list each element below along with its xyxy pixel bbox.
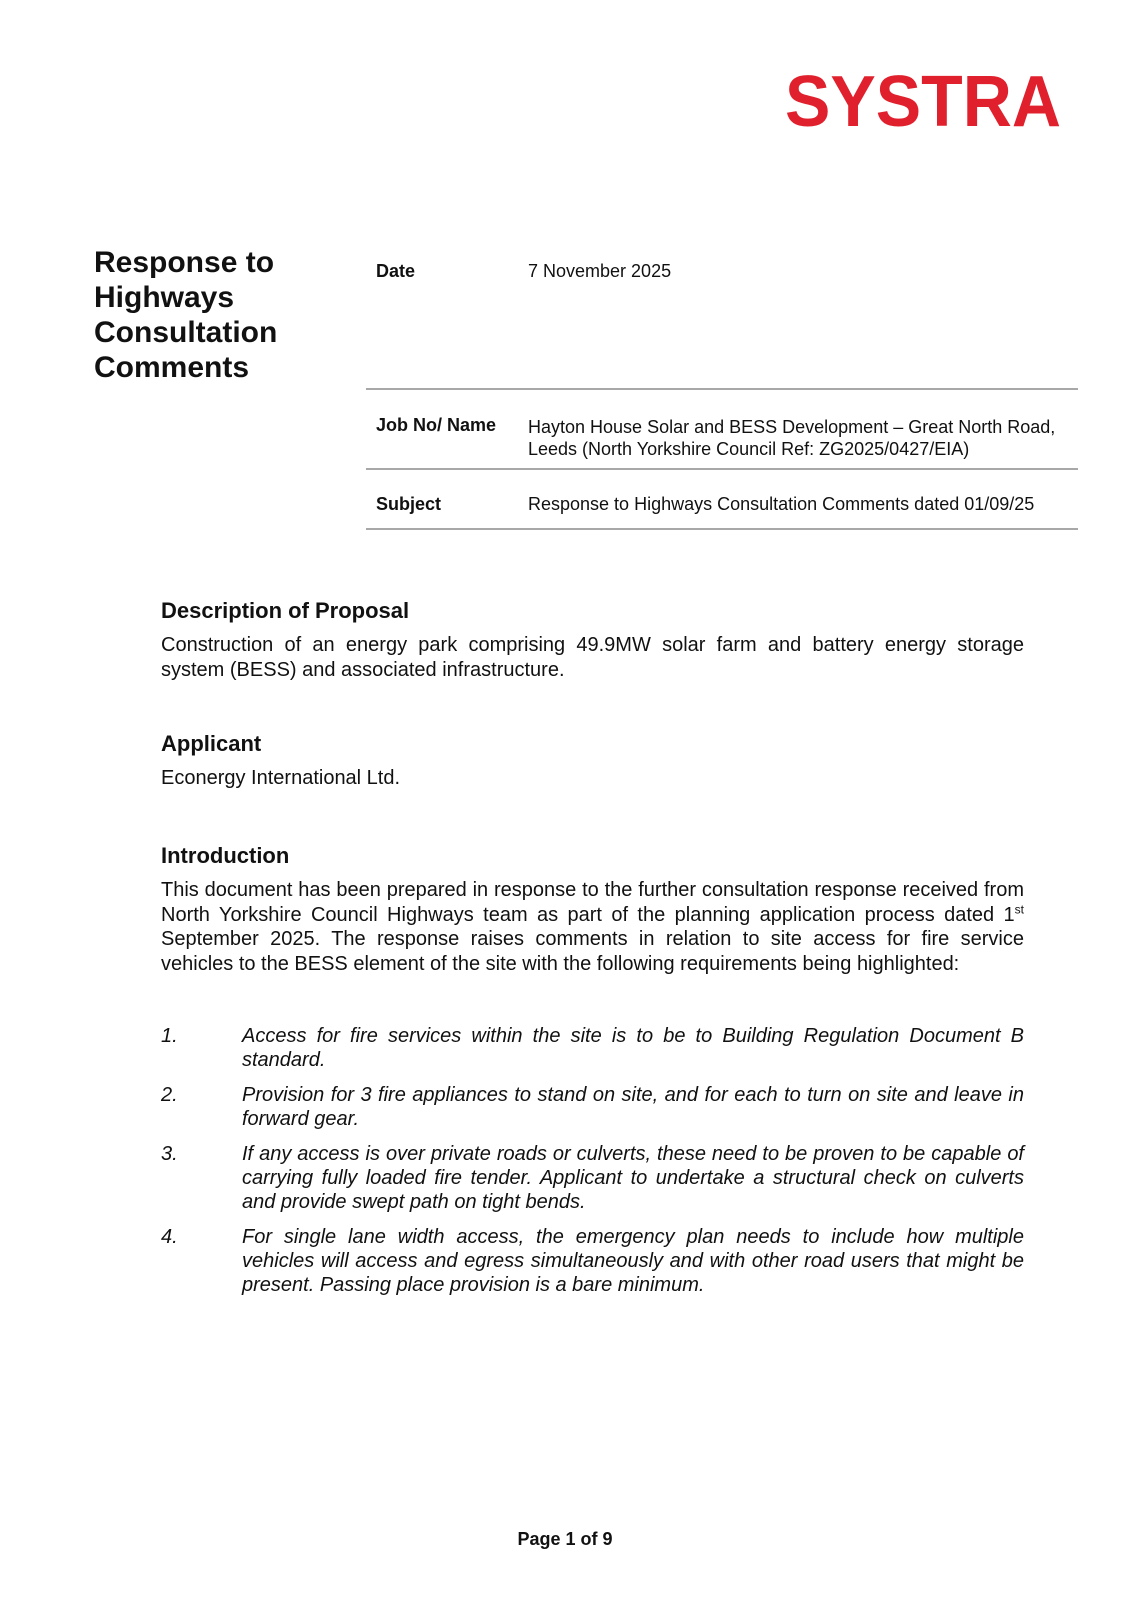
meta-row-subject: [366, 470, 1078, 530]
introduction-heading: Introduction: [161, 843, 290, 868]
introduction-text-superscript: st: [1014, 901, 1024, 916]
proposal-heading: Description of Proposal: [161, 598, 410, 623]
applicant-text: Econergy International Ltd.: [161, 767, 401, 789]
page-number: Page 1 of 9: [517, 1529, 613, 1549]
date-value: 7 November 2025: [528, 261, 672, 281]
proposal-text: Construction of an energy park comprising 49.9MW solar farm and battery energy storage system (BESS) and associated infrastructure.: [161, 634, 1024, 681]
list-item-number: 1.: [161, 1025, 178, 1047]
document-title: Response to Highways Consultation Comments: [94, 246, 278, 384]
list-item-number: 4.: [161, 1226, 178, 1248]
requirements-list: [161, 1024, 1024, 1308]
list-item-text: If any access is over private roads or culverts, these need to be proven to be capable of carrying fully loaded fire tender. Applicant to undertake a structural check on culverts and provide swept path on tight bends.: [242, 1143, 1024, 1213]
introduction-text: [161, 878, 1024, 976]
section-introduction: [161, 843, 1024, 976]
list-item-text: Provision for 3 fire appliances to stand on site, and for each to turn on site and leave in forward gear.: [242, 1084, 1024, 1130]
list-item-text: For single lane width access, the emergency plan needs to include how multiple vehicles will access and egress simultaneously and with other road users that might be present. Passing place provision is a bare minimum.: [242, 1226, 1024, 1296]
list-item: [161, 1024, 1024, 1072]
systra-logo: [783, 68, 1063, 134]
list-item: [161, 1142, 1024, 1214]
list-item: [161, 1083, 1024, 1131]
introduction-text-part-2: September 2025. The response raises comments in relation to site access for fire service vehicles to the BESS element of the site with the following requirements being highlighted:: [161, 928, 1024, 975]
job-label: Job No/ Name: [376, 415, 497, 435]
job-value: Hayton House Solar and BESS Development – Great North Road, Leeds (North Yorkshire Council Ref: ZG2025/0427/EIA): [528, 417, 1056, 459]
meta-row-date: [366, 246, 1078, 390]
list-item-number: 3.: [161, 1143, 178, 1165]
systra-logo-text: SYSTRA: [785, 68, 1061, 134]
list-item: [161, 1225, 1024, 1297]
subject-value: Response to Highways Consultation Comments dated 01/09/25: [528, 494, 1035, 514]
section-applicant: [161, 731, 1024, 791]
list-item-text: Access for fire services within the site is to be to Building Regulation Document B standard.: [242, 1025, 1024, 1071]
document-meta-table: [366, 246, 1078, 530]
section-proposal: [161, 598, 1024, 682]
date-label: Date: [376, 261, 416, 281]
meta-row-job: [366, 390, 1078, 470]
subject-label: Subject: [376, 494, 442, 514]
list-item-number: 2.: [161, 1084, 178, 1106]
introduction-text-part-1: This document has been prepared in response to the further consultation response received from North Yorkshire Council Highways team as part of the planning application process dated 1: [161, 879, 1024, 926]
applicant-heading: Applicant: [161, 731, 262, 756]
